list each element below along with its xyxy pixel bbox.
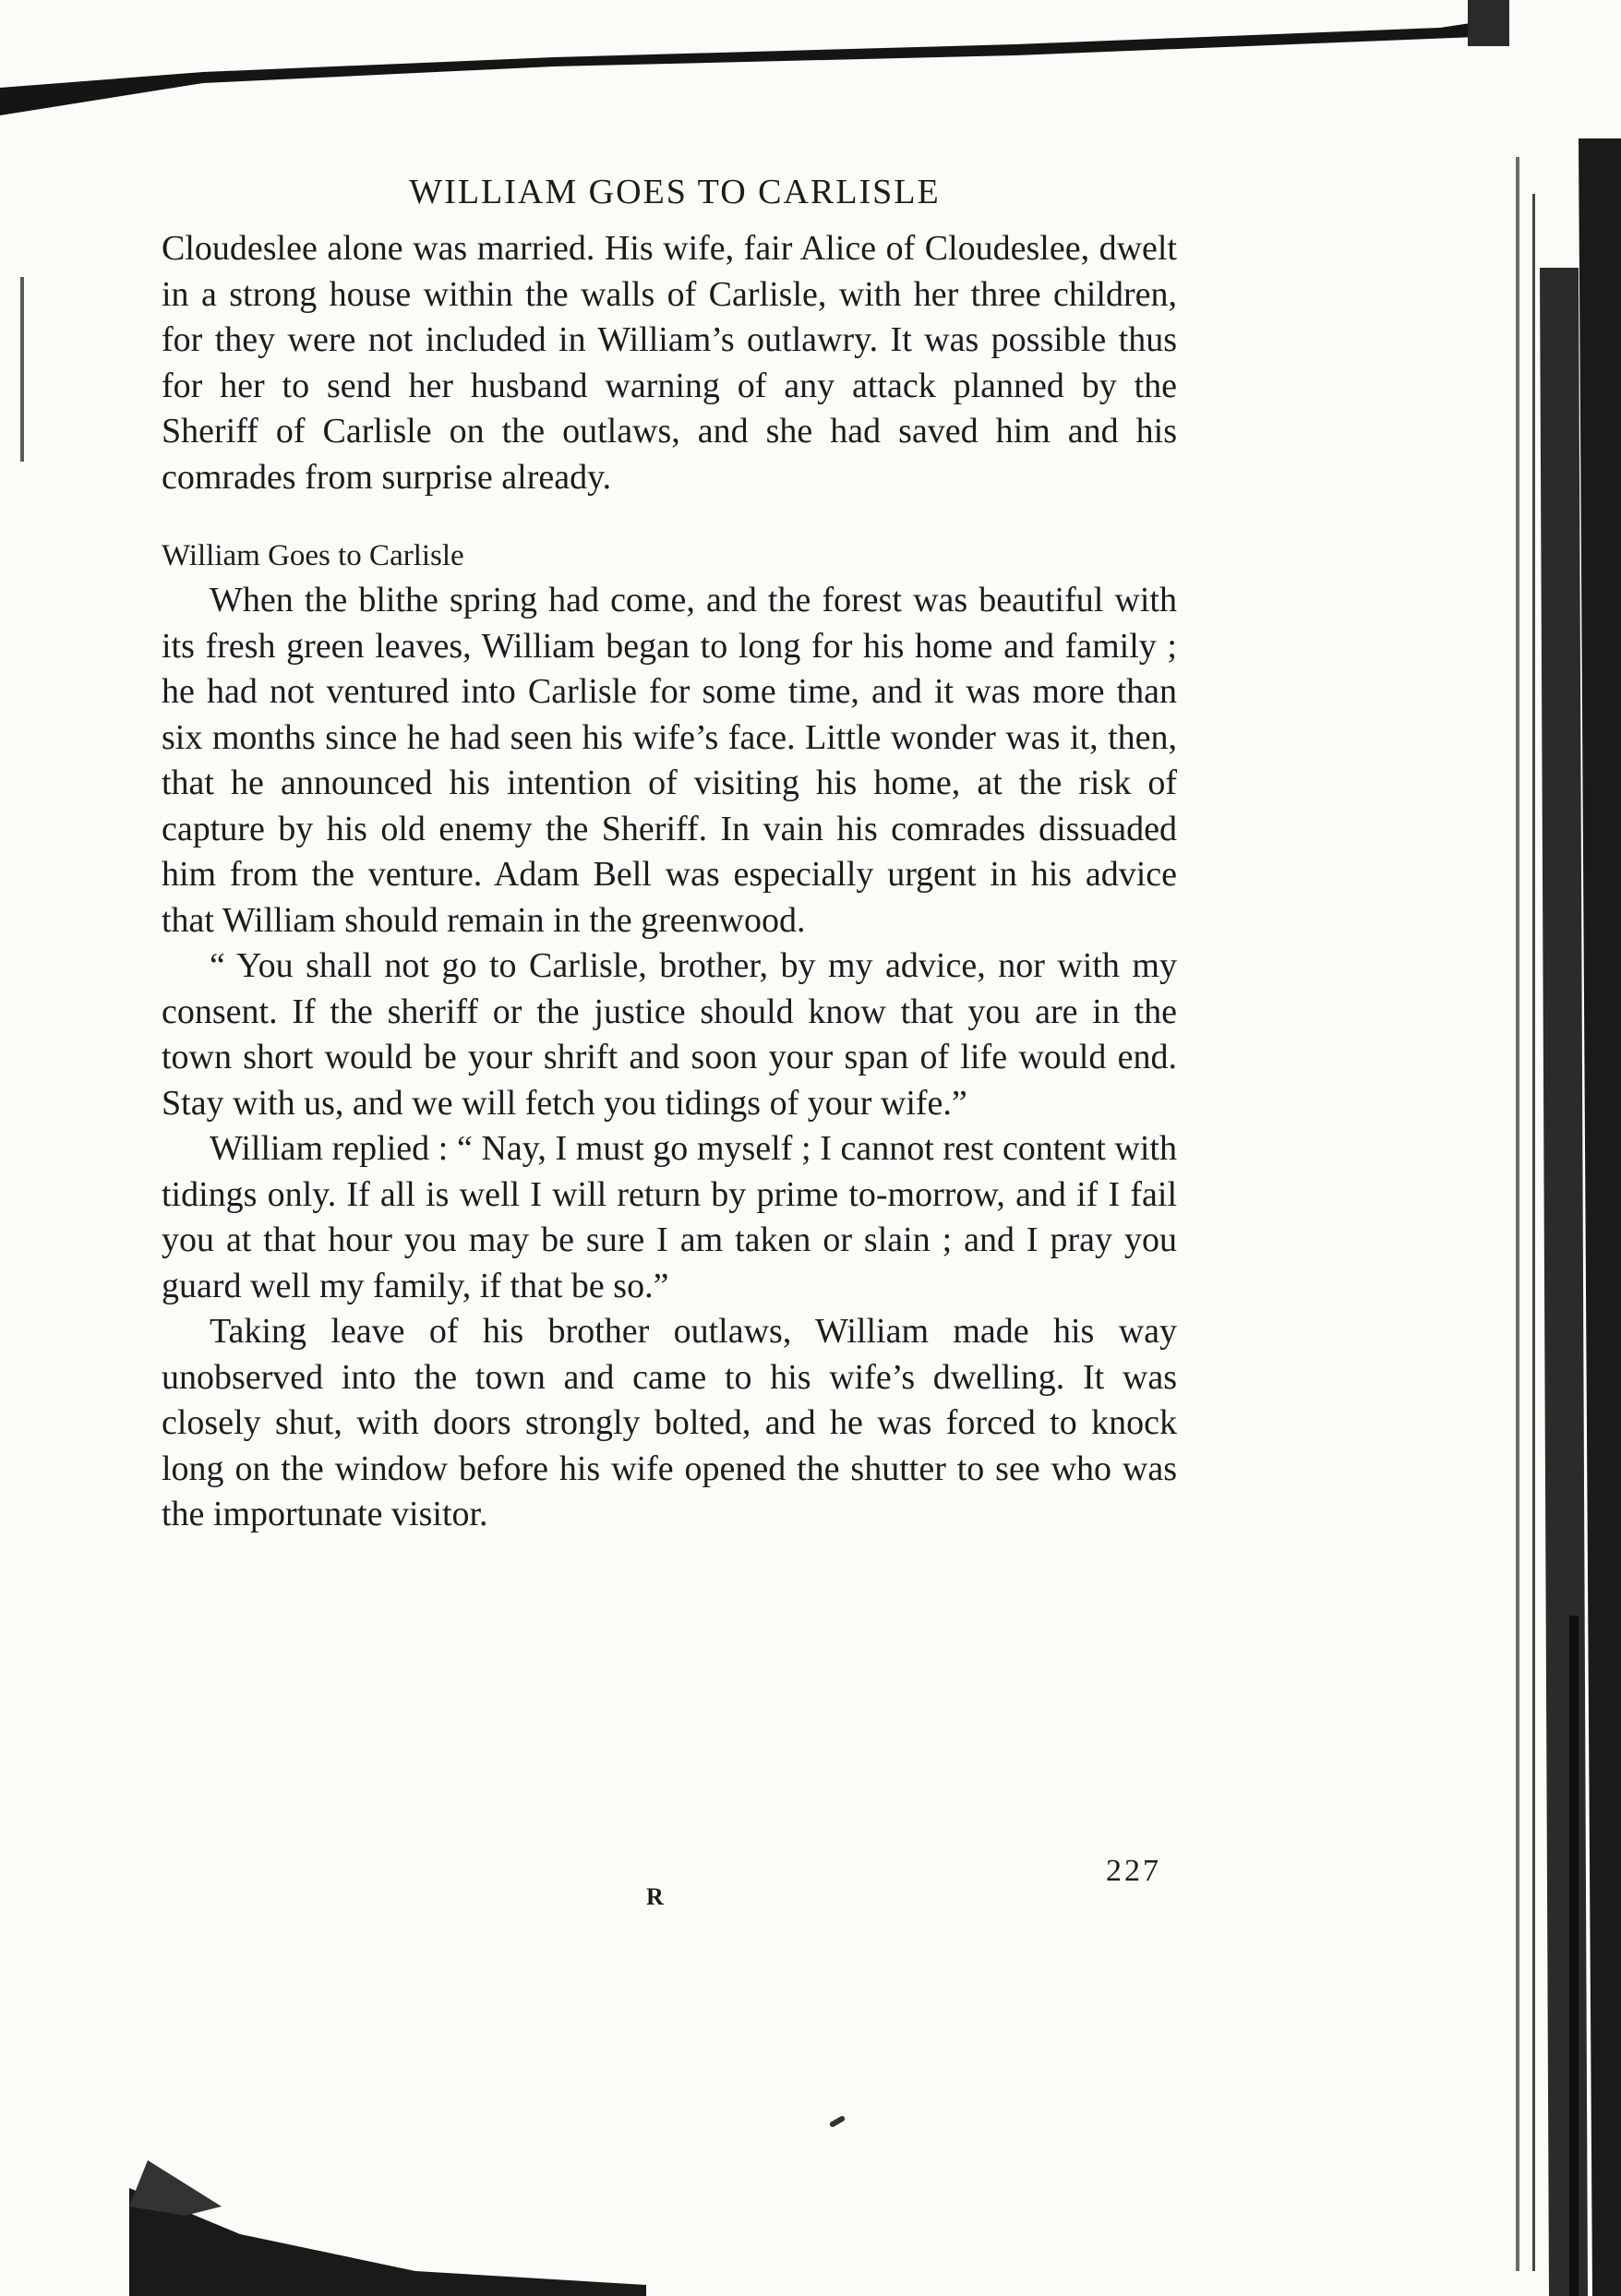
scan-speck [829,2115,847,2128]
scan-binding-shadow-bottom [0,2151,831,2296]
body-paragraph: William replied : “ Nay, I must go myself ; I cannot rest content with tidings only. If all is well I will return by prime to-morrow, and if I fail you at that hour you may be sure I am taken or slain ; and I pray you guard well my family, if that be so.” [162,1129,1177,1305]
book-page [162,171,1177,1538]
opening-paragraph: Cloudeslee alone was married. His wife, fair Alice of Cloudeslee, dwelt in a strong house within the walls of Carlisle, with her three children, for they were not included in William’s outlawry. It was possible thus for her to send her husband warning of any attack planned by the Sheriff of Carlisle on the outlaws, and she had saved him and his comrades from surprise already. [162,229,1177,497]
section-heading: William Goes to Carlisle [162,539,464,572]
running-head: WILLIAM GOES TO CARLISLE [409,173,941,211]
scan-page-edge-right [1440,138,1621,2296]
page-number: 227 [1106,1854,1161,1888]
body-paragraph: Taking leave of his brother outlaws, William made his way unobserved into the town and came to his wife’s dwelling. It was closely shut, with doors strongly bolted, and he was forced to knock long on the window before his wife opened the shutter to see who was the importunate visitor. [162,1312,1177,1533]
scan-binding-shadow-top [0,0,1621,148]
body-paragraph: “ You shall not go to Carlisle, brother, by my advice, nor with my consent. If the sheriff or the justice should know that you are in the town short would be your shrift and soon your span of life would end. Stay with us, and we will fetch you tidings of your wife.” [162,946,1177,1123]
signature-mark: R [646,1883,665,1910]
scan-margin-mark [20,277,24,462]
body-paragraph: When the blithe spring had come, and the forest was beautiful with its fresh green leaves, William began to long for his home and family ; he had not ventured into Carlisle for some time, and it was more than six months since he had seen his wife’s face. Little wonder was it, then, that he announced his intention of visiting his home, at the risk of capture by his old enemy the Sheriff. In vain his comrades dissuaded him from the venture. Adam Bell was especially urgent in his advice that William should remain in the greenwood. [162,581,1177,940]
